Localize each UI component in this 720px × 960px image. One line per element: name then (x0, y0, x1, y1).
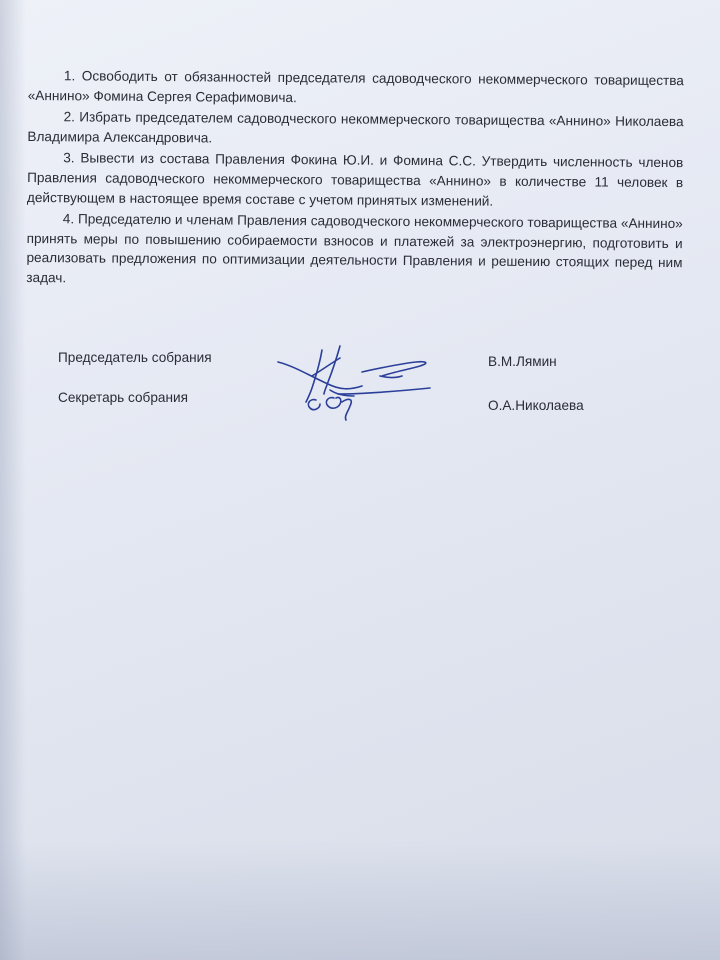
page-bottom-shadow (0, 840, 720, 960)
handwritten-signature (270, 336, 445, 426)
page-edge-shadow (0, 0, 26, 960)
secretary-name: О.А.Николаева (488, 398, 584, 413)
secretary-label: Секретарь собрания (58, 390, 188, 405)
chair-label: Председатель собрания (58, 350, 212, 365)
chair-name: В.М.Лямин (488, 354, 557, 369)
resolution-body (26, 66, 684, 295)
paragraph-4: 4. Председателю и членам Правления садоводческого некоммерческого товарищества «Аннино» принять меры по повышению собираемости взносов и платежей за электроэнергию, подготовить и реализовать предложения по оптимизации деятельности Правления и решению стоящих перед ним задач. (26, 211, 683, 286)
paragraph-3: 3. Вывести из состава Правления Фокина Ю.И. и Фомина С.С. Утвердить численность членов Правления садоводческого некоммерческого товарищества «Аннино» в количестве 11 человек в действующем в настоящее время составе с учетом принятых изменений. (26, 150, 684, 209)
paragraph-2: 2. Избрать председателем садоводческого некоммерческого товарищества «Аннино» Николаева Владимира Александровича. (27, 109, 684, 146)
paragraph-1: 1. Освободить от обязанностей председателя садоводческого некоммерческого товарищества «Аннино» Фомина Сергея Серафимовича. (27, 68, 684, 105)
